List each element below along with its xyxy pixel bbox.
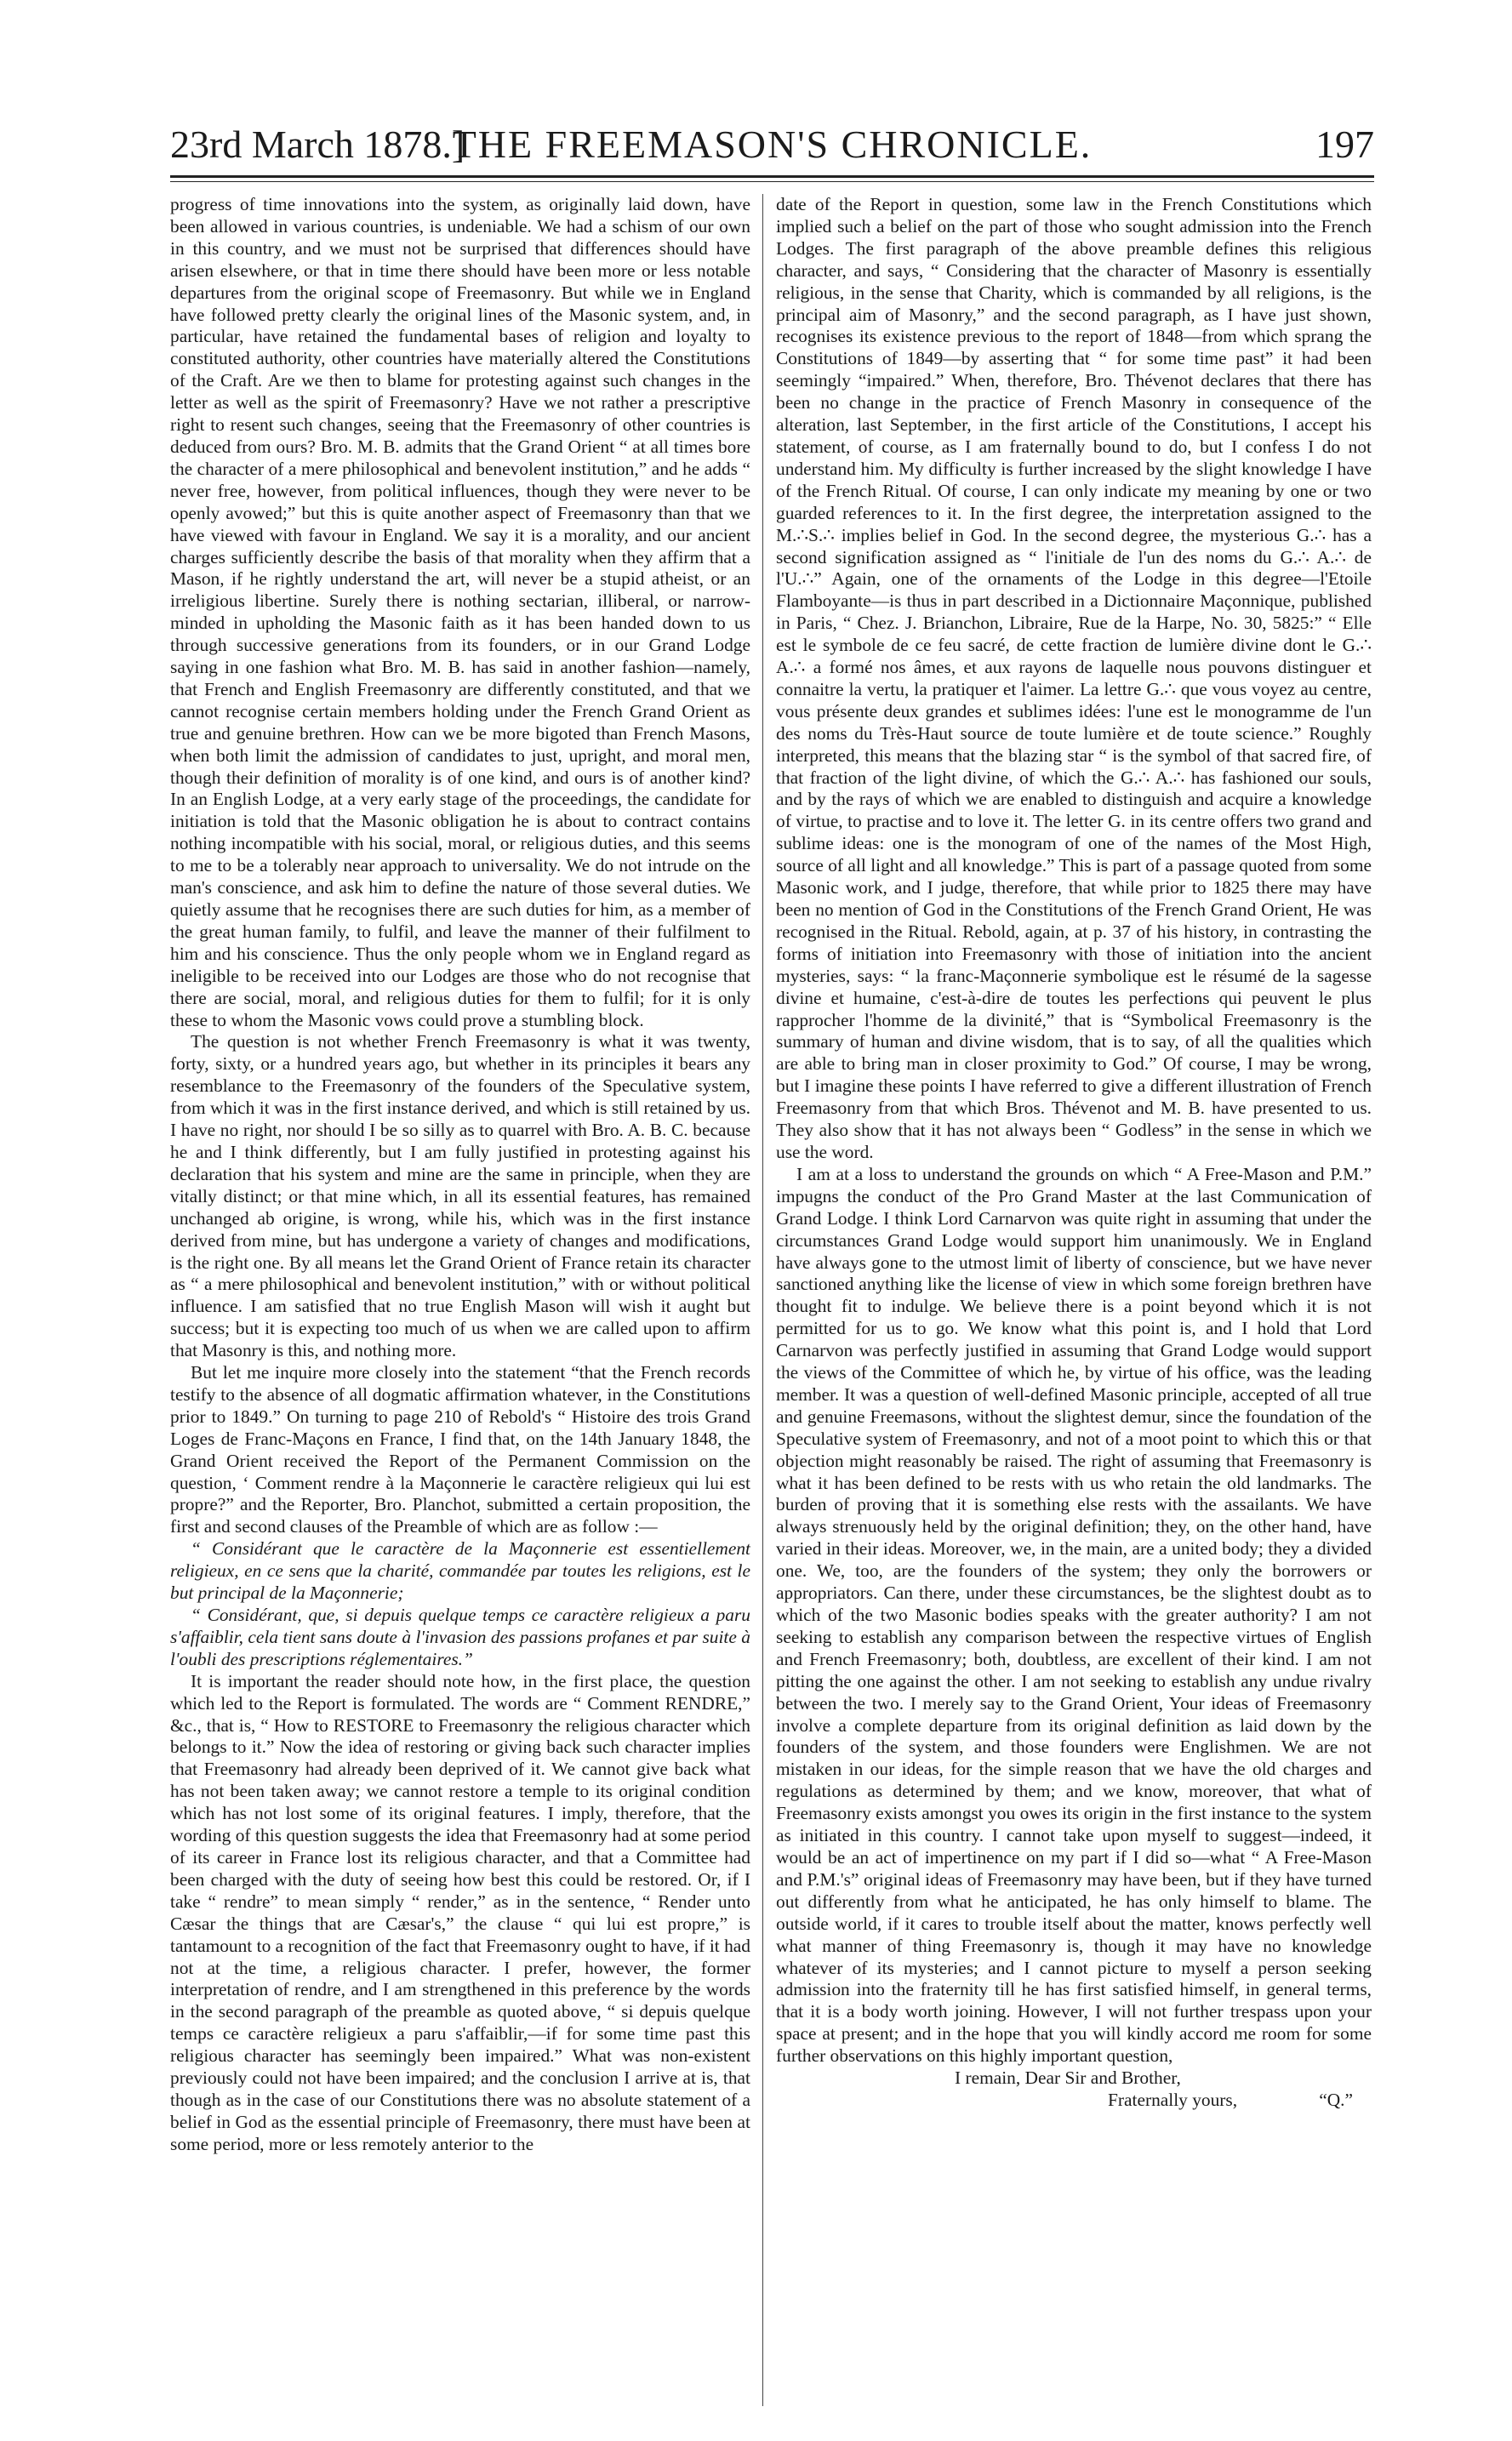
paragraph: date of the Report in question, some law in the French Constitutions which implied such a belief on the part of those who sought admission into the French Lodges. The first paragraph of the above preamble defines this religious character, and says, “ Considering that the character of Masonry is essentially religious, in the sense that Charity, which is commanded by all religions, is the principal aim of Masonry,” and the second paragraph, as I have just shown, recognises its existence previous to the report of 1848—from which sprang the Constitutions of 1849—by asserting that “ for some time past” it had been seemingly “impaired.” When, therefore, Bro. Thévenot declares that there has been no change in the practice of French Masonry in consequence of the alteration, last September, in the first article of the Constitutions, I accept his statement, of course, as I am fraternally bound to do, but I confess I do not understand him. My difficulty is further increased by the slight knowledge I have of the French Ritual. Of course, I can only indicate my meaning by one or two guarded references to it. In the first degree, the interpretation assigned to the M.∴S.∴ implies belief in God. In the second degree, the mysterious G.∴ has a second signification assigned as “ l'initiale de l'un des noms du G.∴ A.∴ de l'U.∴” Again, one of the ornaments of the Lodge in this degree—l'Etoile Flamboyante—is thus in part described in a Dictionnaire Maçonnique, published in Paris, “ Chez. J. Brianchon, Libraire, Rue de la Harpe, No. 30, 5825:” “ Elle est le symbole de ce feu sacré, de cette fraction de lumière divine dont le G.∴ A.∴ a formé nos âmes, et aux rayons de laquelle nous pouvons distinguer et connaitre la vertu, la pratiquer et l'aimer. La lettre G.∴ que vous voyez au centre, vous présente deux grandes et sublimes idées: l'une est le monogramme de l'un des noms du Très-Haut source de toute lumière et de toute science.” Roughly interpreted, this means that the blazing star “ is the symbol of that sacred fire, of that fraction of the light divine, of which the G.∴ A.∴ has fashioned our souls, and by the rays of which we are enabled to distinguish and acquire a knowledge of virtue, to practise and to love it. The letter G. in its centre offers two grand and sublime ideas: one is the monogram of one of the names of the Most High, source of all light and all knowledge.” This is part of a passage quoted from some Masonic work, and I judge, therefore, that while prior to 1825 there may have been no mention of God in the Constitutions of the French Grand Orient, He was recognised in the Ritual. Rebold, again, at p. 37 of his history, in contrasting the forms of initiation into Freemasonry with those of initiation into the ancient mysteries, says: “ la franc-Maçonnerie symbolique est le résumé de la sagesse divine et humaine, c'est-à-dire de toutes les perfections qui peuvent le plus rapprocher l'homme de la divinité,” that is “Symbolical Freemasonry is the summary of human and divine wisdom, that is to say, of all the qualities which are able to bring man in closer proximity to God.” Of course, I may be wrong, but I imagine these points I have referred to give a different illustration of French Freemasonry from that which Bros. Thévenot and M. B. have presented to us. They also show that it has not always been “ Godless” in the sense in which we use the word. <box>776 194 1372 1162</box>
signer-initial: “Q.” <box>1319 2089 1353 2110</box>
valediction <box>776 2090 1372 2112</box>
valediction-text: Fraternally yours, <box>1108 2089 1238 2110</box>
quotation: “ Considérant, que, si depuis quelque temps ce caractère religieux a paru s'affaiblir, cela tient sans doute à l'invasion des passions profanes et par suite à l'oubli des prescriptions réglementaires.” <box>170 1605 750 1669</box>
paragraph: It is important the reader should note how, in the first place, the question which led to the Report is formulated. The words are “ Comment RENDRE,” &c., that is, “ How to RESTORE to Freemasonry the religious character which belongs to it.” Now the idea of restoring or giving back such character implies that Freemasonry had already been deprived of it. We cannot give back what has not been taken away; we cannot restore a temple to its original condition which has not lost some of its original features. I imply, therefore, that the wording of this question suggests the idea that Freemasonry had at some period of its career in France lost its religious character, and that a Committee had been charged with the duty of seeing how best this could be restored. Or, if I take “ rendre” to mean simply “ render,” as in the sentence, “ Render unto Cæsar the things that are Cæsar's,” the clause “ qui lui est propre,” is tantamount to a recognition of the fact that Freemasonry ought to have, if it had not at the time, a religious character. I prefer, however, the former interpretation of rendre, and I am strengthened in this preference by the words in the second paragraph of the preamble as quoted above, “ si depuis quelque temps ce caractère religieux a paru s'affaiblir,—if for some time past this religious character has seemingly been impaired.” What was non-existent previously could not have been impaired; and the conclusion I arrive at is, that though as in the case of our Constitutions there was no absolute statement of a belief in God as the essential principle of Freemasonry, there must have been at some period, more or less remotely anterior to the <box>170 1670 750 2154</box>
publication-title: THE FREEMASON'S CHRONICLE. <box>452 123 1093 166</box>
header-rule-thin <box>170 181 1374 182</box>
paragraph: The question is not whether French Freemasonry is what it was twenty, forty, sixty, or a hundred years ago, but whether in its principles it bears any resemblance to the Freemasonry of the founders of the Speculative system, from which it was in the first instance derived, and which is still retained by us. I have no right, nor should I be so silly as to quarrel with Bro. A. B. C. because he and I think differently, but I am fully justified in protesting against his declaration that his system and mine are the same in principle, when they are vitally distinct; or that mine which, in all its essential features, has remained unchanged ab origine, is wrong, while his, which was in the first instance derived from mine, but has undergone a variety of changes and modifications, is the right one. By all means let the Grand Orient of France retain its character as “ a mere philosophical and benevolent institution,” with or without political influence. I am satisfied that no true English Mason will wish it aught but success; but it is expecting too much of us when we are called upon to affirm that Masonry is this, and nothing more. <box>170 1031 750 1361</box>
column-divider <box>762 194 763 2406</box>
quotation: “ Considérant que le caractère de la Maçonnerie est essentiellement religieux, en ce sens que la charité, commandée par toutes les religions, est le but principal de la Maçonnerie; <box>170 1538 750 1604</box>
page-header <box>170 119 1374 179</box>
page-number: 197 <box>1315 123 1374 166</box>
paragraph: But let me inquire more closely into the statement “that the French records testify to the absence of all dogmatic affirmation whatever, in the Constitutions prior to 1849.” On turning to page 210 of Rebold's “ Histoire des trois Grand Loges de Franc-Maçons en France, I find that, on the 14th January 1848, the Grand Orient received the Report of the Permanent Commission on the question, ‘ Comment rendre à la Maçonnerie le caractère religieux qui lui est propre?” and the Reporter, Bro. Planchot, submitted a certain proposition, the first and second clauses of the Preamble of which are as follow :— <box>170 1362 750 1537</box>
right-column <box>776 194 1372 2419</box>
issue-date: 23rd March 1878.] <box>170 123 465 166</box>
left-column <box>170 194 750 2419</box>
paragraph: progress of time innovations into the system, as originally laid down, have been allowed in various countries, is undeniable. We had a schism of our own in this country, and we must not be surprised that differences should have arisen elsewhere, or that in time there should have been more or less notable departures from the original scope of Freemasonry. But while we in England have followed pretty clearly the original lines of the Masonic system, and, in particular, have retained the fundamental bases of religion and loyalty to constituted authority, other countries have materially altered the Constitutions of the Craft. Are we then to blame for protesting against such changes in the letter as well as the spirit of Freemasonry? Have we not rather a prescriptive right to resent such changes, seeing that the Freemasonry of other countries is deduced from ours? Bro. M. B. admits that the Grand Orient “ at all times bore the character of a mere philosophical and benevolent institution,” and he adds “ never free, however, from political influences, though they were never to be openly avowed;” but this is quite another aspect of Freemasonry than that we have viewed with favour in England. We say it is a morality, and our ancient charges sufficiently describe the basis of that morality when they affirm that a Mason, if he rightly understand the art, will never be a stupid atheist, or an irreligious libertine. Surely there is nothing sectarian, illiberal, or narrow-minded in upholding the Masonic faith as it has been handed down to us through successive generations from its founders, or in our Grand Lodge saying in one fashion what Bro. M. B. has said in another fashion—namely, that French and English Freemasonry are differently constituted, and that we cannot recognise certain members holding under the French Grand Orient as true and genuine brethren. How can we be more bigoted than French Masons, when both limit the admission of candidates to just, upright, and moral men, though their definition of morality is of one kind, and ours is of another kind? In an English Lodge, at a very early stage of the proceedings, the candidate for initiation is told that the Masonic obligation he is about to contract contains nothing incompatible with his social, moral, or religious duties, and this seems to me to be a tolerably near approach to universality. We do not intrude on the man's conscience, and ask him to define the nature of those several duties. We quietly assume that he recognises there are such duties for him, as a member of the great human family, to fulfil, and leave the manner of their fulfilment to him and his conscience. Thus the only people whom we in England regard as ineligible to be received into our Lodges are those who do not recognise that there are social, moral, and religious duties for them to fulfil; for it is only these to whom the Masonic vows could prove a stumbling block. <box>170 194 750 1030</box>
header-rule-thick <box>170 175 1374 178</box>
closing-line: I remain, Dear Sir and Brother, <box>955 2067 1181 2089</box>
paragraph: I am at a loss to understand the grounds on which “ A Free-Mason and P.M.” impugns the conduct of the Pro Grand Master at the last Communication of Grand Lodge. I think Lord Carnarvon was quite right in assuming that under the circumstances Grand Lodge would support him unanimously. We in England have always gone to the utmost limit of liberty of conscience, but we have never sanctioned anything like the license of view in which some foreign brethren have thought fit to indulge. We believe there is a point beyond which it is not permitted for us to go. We know what this point is, and I hold that Lord Carnarvon was perfectly justified in assuming that Grand Lodge would support the views of the Committee of which he, by virtue of his office, was the leading member. It was a question of well-defined Masonic principle, accepted of all true and genuine Freemasons, without the slightest demur, since the foundation of the Speculative system of Freemasonry, and not of a moot point to which this or that objection might reasonably be raised. The right of assuming that Freemasonry is what it has been defined to be rests with us who retain the old landmarks. The burden of proving that it is something else rests with the assailants. We have always strenuously held by the original definition; they, on the other hand, have varied in their ideas. Moreover, we, in the main, are a united body; they a divided one. We, too, are the founders of the system; they only the borrowers or appropriators. Can there, under these circumstances, be the slightest doubt as to which of the two Masonic bodies speaks with the greater authority? I am not seeking to establish any comparison between the respective virtues of English and French Freemasonry; both, doubtless, are excellent of their kind. I am not pitting the one against the other. I am not seeking to establish any undue rivalry between the two. I merely say to the Grand Orient, Your ideas of Freemasonry involve a complete departure from its original definition as laid down by the founders of the system, and those founders were Englishmen. We are not mistaken in our ideas, for the simple reason that we have the old charges and regulations as determined by them; and we know, moreover, that what of Freemasonry exists amongst you owes its origin in the first instance to the system as initiated in this country. I cannot take upon myself to suggest—indeed, it would be an act of impertinence on my part if I did so—what “ A Free-Mason and P.M.'s” original ideas of Freemasonry may have been, but if they have turned out differently from what he anticipated, he has only himself to blame. The outside world, if it cares to trouble itself about the matter, knows perfectly well what manner of thing Freemasonry is, though it may have no knowledge whatever of its mysteries; and I cannot picture to myself a person seeking admission into the fraternity till he has first satisfied himself, in general terms, that it is a body worth joining. However, I will not further trespass upon your space at present; and in the hope that you will kindly accord me room for some further observations on this highly important question, <box>776 1163 1372 2067</box>
letter-signature <box>776 2067 1372 2112</box>
